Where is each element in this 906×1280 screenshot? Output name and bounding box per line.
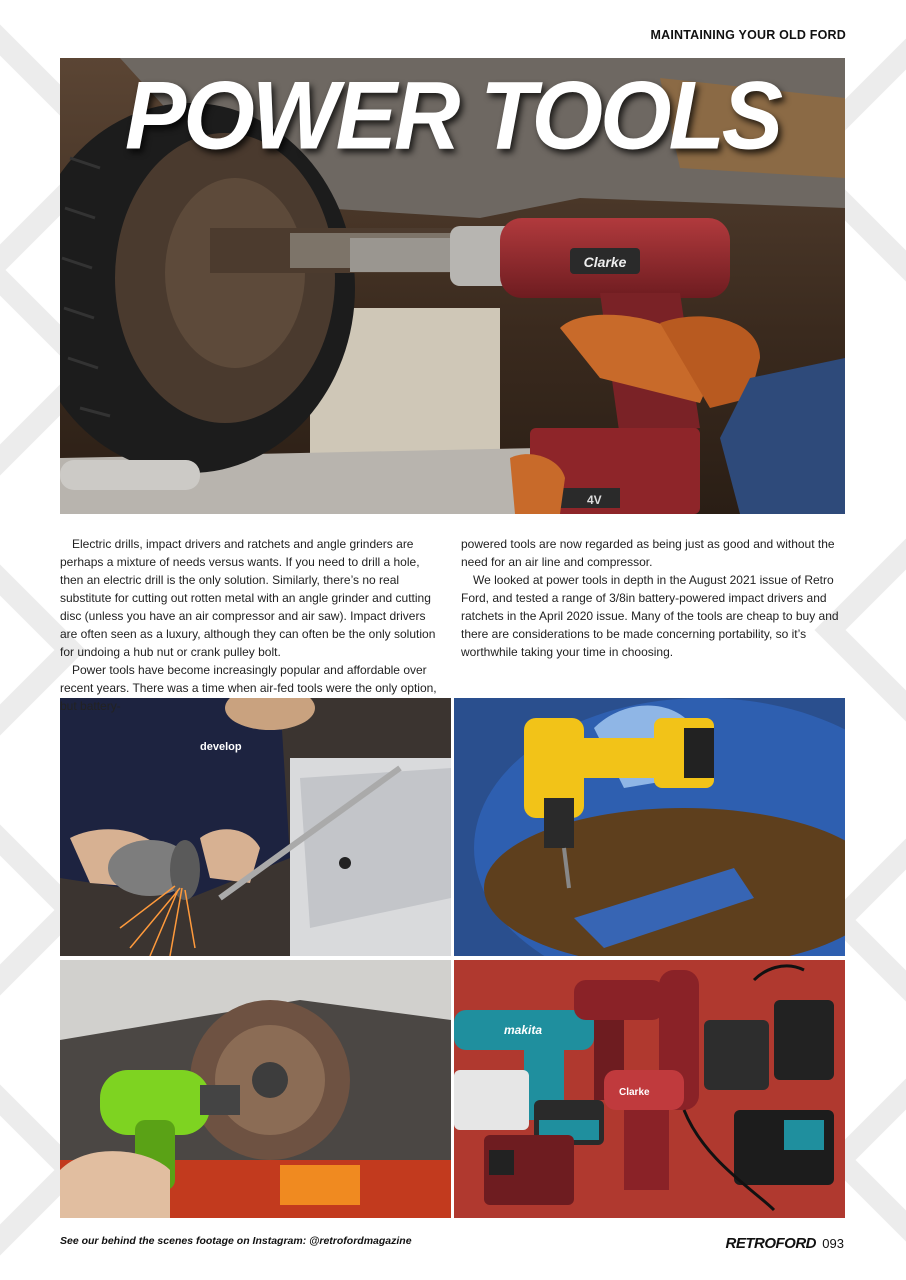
hero-title: POWER TOOLS — [124, 62, 781, 170]
article-paragraph: powered tools are now regarded as being just as good and without the need for an air line and compressor. — [461, 537, 835, 569]
article-left-column — [60, 535, 445, 715]
makita-label: makita — [504, 1023, 543, 1037]
hero-battery-label: 4V — [587, 493, 602, 507]
article-right-column — [461, 535, 846, 661]
section-header: MAINTAINING YOUR OLD FORD — [650, 28, 846, 42]
clarke-label: Clarke — [619, 1087, 650, 1098]
hero-photo — [60, 58, 845, 514]
photo-tool-collection — [454, 960, 845, 1218]
article-paragraph: We looked at power tools in depth in the August 2021 issue of Retro Ford, and tested a range of 3/8in battery-powered impact drivers and ratchets in the April 2020 issue. Many of the tools are cheap to buy and there are considerations to be made concerning portability, so it’s worthwhile taking your time in choosing. — [461, 573, 839, 659]
photo-angle-grinder — [60, 698, 451, 956]
photo-impact-gun-hub — [60, 960, 451, 1218]
page-number: 093 — [822, 1236, 844, 1251]
hero-tool-brand: Clarke — [583, 254, 627, 270]
article-paragraph: Power tools have become increasingly popular and affordable over recent years. There was a time when air-fed tools were the only option, but battery- — [60, 663, 437, 713]
photo-cordless-drill — [454, 698, 845, 956]
grinder-shirt-text: develop — [200, 741, 242, 753]
article-paragraph: Electric drills, impact drivers and ratchets and angle grinders are perhaps a mixture of needs versus wants. If you need to drill a hole, then an electric drill is the only solution. Similarly, there’s no real substitute for cutting out rotten metal with an angle grinder and cutting disc (unless you have an air compressor and air saw). Impact drivers are often seen as a luxury, although they can often be the only solution for undoing a hub nut or crank pulley bolt. — [60, 537, 436, 659]
magazine-brand: RETROFORD — [725, 1235, 816, 1252]
instagram-note: See our behind the scenes footage on Instagram: @retrofordmagazine — [60, 1235, 412, 1247]
